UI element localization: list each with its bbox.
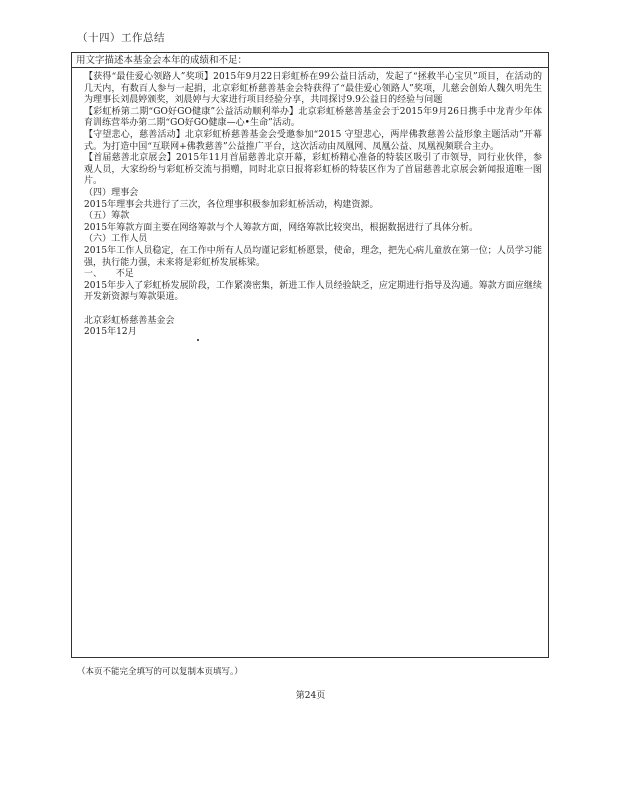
fund-text: 2015年筹款方面主要在网络筹款与个人筹款方面，网络筹款比较突出，根据数据进行了具体分析。: [84, 222, 479, 233]
board-heading: （四）理事会: [84, 187, 139, 198]
gogo-paragraph: 【彩虹桥第二期“GO好GO健康”公益活动顺利举办】北京彩虹桥慈善基金会于2015年9月26日携手中龙青少年体育训练营举办第二期“GO好GO健康—心•生命”活动。: [84, 106, 542, 129]
staff-text: 2015年工作人员稳定，在工作中所有人员均谨记彩虹桥愿景，使命，理念，把先心病儿童放在第一位；人员学习能强，执行能力强，未来将是彩虹桥发展栋梁。: [84, 245, 542, 268]
stray-mark: [197, 339, 199, 341]
summary-content: [84, 72, 542, 339]
summary-frame: [71, 52, 549, 658]
guard-paragraph: 【守望悲心，慈善活动】北京彩虹桥慈善基金会受邀参加“2015 守望悲心，两岸佛教慈善公益形象主题活动”开幕式。为打造中国“互联网+佛教慈善”公益推广平台，这次活动由凤凰网、凤凰公益、凤凰视频联合主办。: [84, 129, 542, 152]
expo-paragraph: 【首届慈善北京展会】2015年11月首届慈善北京开幕，彩虹桥精心准备的特装区吸引了市领导，同行业伙伴，参观人员，大家纷纷与彩虹桥交流与捐赠，同时北京日报将彩虹桥的特装区作为了首届慈善北京展会新闻报道唯一图片。: [84, 153, 542, 187]
award-paragraph: 【获得“最佳爱心领路人”奖项】2015年9月22日彩虹桥在99公益日活动，发起了“拯救半心宝贝”项目，在活动的几天内，有数百人参与一起捐，北京彩虹桥慈善基金会特获得了“最佳爱心领路人”奖项，儿慈会创始人魏久明先生为理事长刘晨婷颁奖，刘晨婷与大家进行项目经验分享，共同探讨9.9公益日的经验与问题: [84, 72, 542, 106]
signature-date: 2015年12月: [84, 327, 137, 338]
spacer: [84, 304, 542, 316]
page-number: 第24页: [295, 691, 326, 701]
signature-org: 北京彩虹桥慈善基金会: [84, 315, 175, 326]
frame-header: 用文字描述本基金会本年的成绩和不足：: [72, 53, 548, 68]
staff-heading: （六）工作人员: [84, 234, 148, 245]
footnote: （本页不能完全填写的可以复制本页填写。）: [77, 667, 243, 677]
shortfall-text: 2015年步入了彩虹桥发展阶段，工作紧凑密集，新进工作人员经验缺乏，应定期进行指导及沟通。筹款方面应继续开发新资源与筹款渠道。: [84, 280, 542, 303]
section-heading: （十四）工作总结: [77, 32, 165, 44]
board-text: 2015年理事会共进行了三次，各位理事积极参加彩虹桥活动，构建资源。: [84, 199, 379, 210]
fund-heading: （五）筹款: [84, 211, 130, 222]
shortfall-heading: 一、 不足: [84, 269, 134, 280]
